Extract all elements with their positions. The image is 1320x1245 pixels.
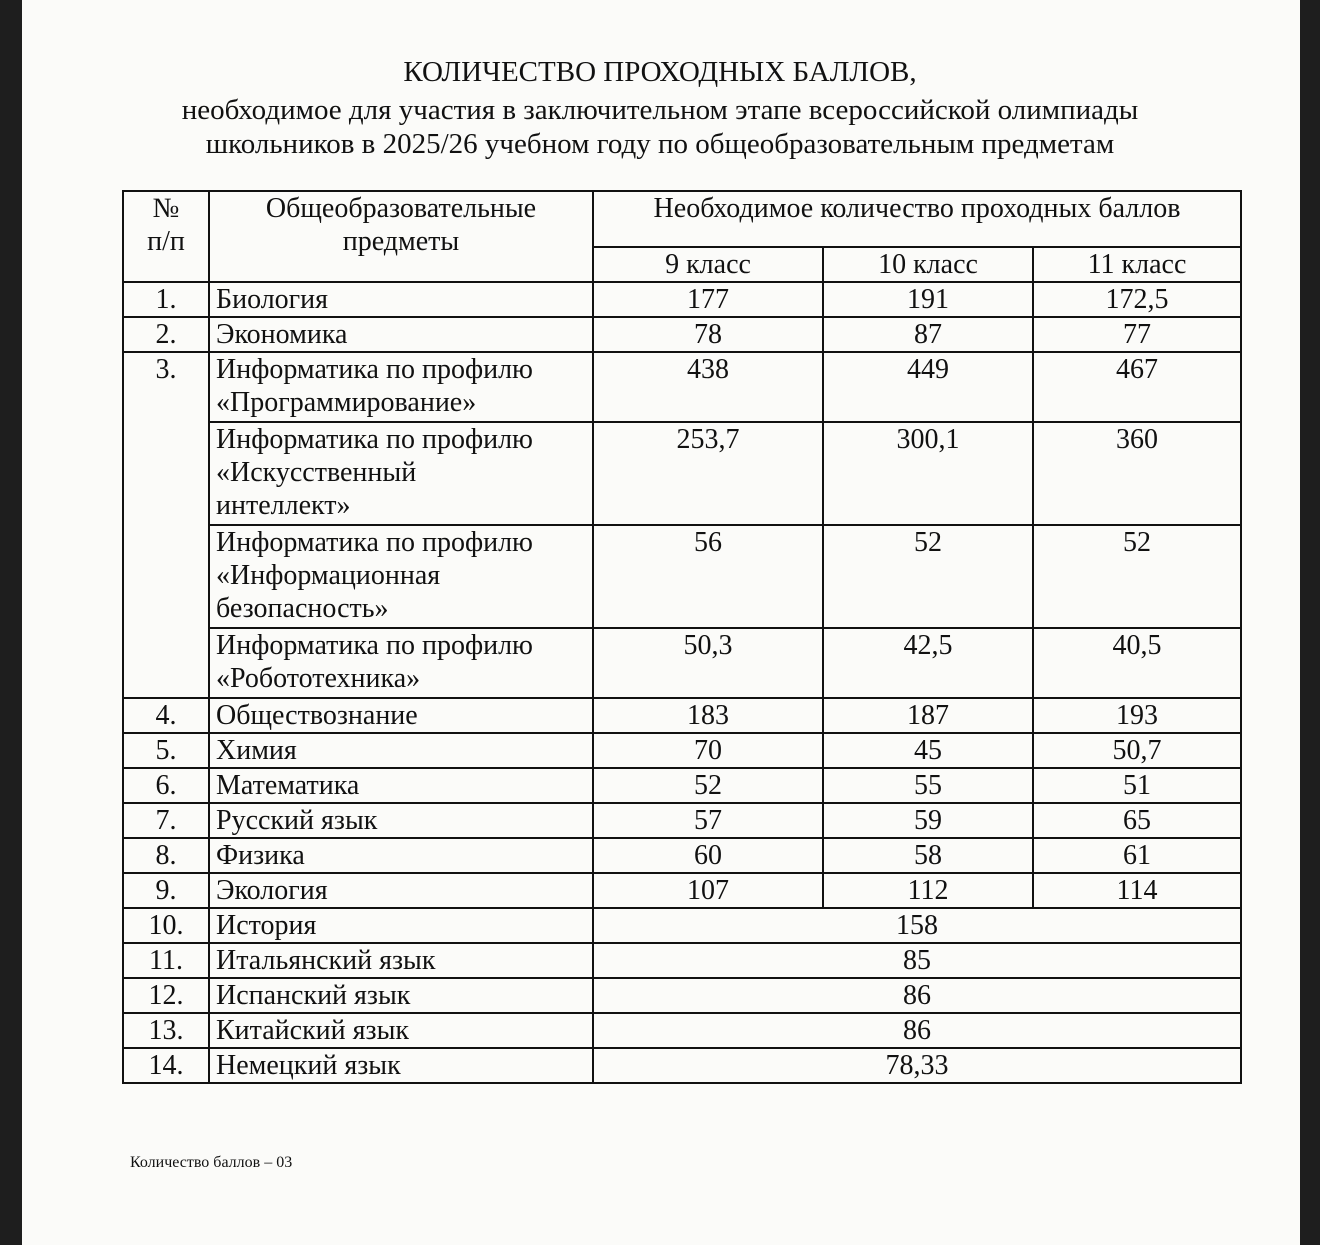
score-class-11: 193 <box>1033 698 1241 733</box>
score-class-11: 61 <box>1033 838 1241 873</box>
score-class-11: 467 <box>1033 352 1241 422</box>
table-row <box>123 943 1241 978</box>
header-class-10: 10 класс <box>823 247 1033 282</box>
score-class-11: 172,5 <box>1033 282 1241 317</box>
score-all-classes: 85 <box>593 943 1241 978</box>
row-number: 3. <box>123 352 209 698</box>
score-class-10: 112 <box>823 873 1033 908</box>
score-class-9: 107 <box>593 873 823 908</box>
table-row <box>123 803 1241 838</box>
score-class-11: 114 <box>1033 873 1241 908</box>
score-class-11: 50,7 <box>1033 733 1241 768</box>
score-class-10: 55 <box>823 768 1033 803</box>
score-all-classes: 78,33 <box>593 1048 1241 1083</box>
row-subject: Информатика по профилю «Информационная безопасность» <box>209 525 593 628</box>
score-class-10: 42,5 <box>823 628 1033 698</box>
table-row <box>123 422 1241 525</box>
header-needed-scores: Необходимое количество проходных баллов <box>593 191 1241 247</box>
table-row <box>123 978 1241 1013</box>
row-number: 6. <box>123 768 209 803</box>
score-class-10: 300,1 <box>823 422 1033 525</box>
score-class-10: 58 <box>823 838 1033 873</box>
score-class-11: 65 <box>1033 803 1241 838</box>
row-number: 11. <box>123 943 209 978</box>
row-subject: Информатика по профилю «Искусственный интеллект» <box>209 422 593 525</box>
table-row <box>123 525 1241 628</box>
document-title: КОЛИЧЕСТВО ПРОХОДНЫХ БАЛЛОВ, <box>403 56 917 88</box>
table-row <box>123 733 1241 768</box>
score-class-9: 60 <box>593 838 823 873</box>
table-row <box>123 628 1241 698</box>
row-number: 2. <box>123 317 209 352</box>
header-subject: Общеобразовательные предметы <box>209 191 593 282</box>
table-row <box>123 282 1241 317</box>
score-all-classes: 86 <box>593 1013 1241 1048</box>
score-class-11: 77 <box>1033 317 1241 352</box>
table-row <box>123 1048 1241 1083</box>
score-class-11: 40,5 <box>1033 628 1241 698</box>
document-subtitle-line-2: школьников в 2025/26 учебном году по общеобразовательным предметам <box>205 128 1115 160</box>
score-class-11: 52 <box>1033 525 1241 628</box>
header-class-11: 11 класс <box>1033 247 1241 282</box>
row-number: 7. <box>123 803 209 838</box>
row-subject: Русский язык <box>209 803 593 838</box>
table-row <box>123 908 1241 943</box>
score-class-10: 187 <box>823 698 1033 733</box>
row-subject: Биология <box>209 282 593 317</box>
score-class-10: 191 <box>823 282 1033 317</box>
row-subject: Немецкий язык <box>209 1048 593 1083</box>
row-number: 10. <box>123 908 209 943</box>
table-row <box>123 873 1241 908</box>
document-footer: Количество баллов – 03 <box>130 1154 293 1171</box>
row-number: 8. <box>123 838 209 873</box>
row-number: 1. <box>123 282 209 317</box>
table-row <box>123 317 1241 352</box>
header-number: № п/п <box>123 191 209 282</box>
score-class-9: 50,3 <box>593 628 823 698</box>
row-number: 9. <box>123 873 209 908</box>
header-class-9: 9 класс <box>593 247 823 282</box>
row-number: 5. <box>123 733 209 768</box>
row-number: 12. <box>123 978 209 1013</box>
document-subtitle-line-1: необходимое для участия в заключительном этапе всероссийской олимпиады <box>181 94 1139 126</box>
score-class-9: 183 <box>593 698 823 733</box>
row-subject: Физика <box>209 838 593 873</box>
score-class-11: 360 <box>1033 422 1241 525</box>
score-class-11: 51 <box>1033 768 1241 803</box>
row-subject: Информатика по профилю «Программирование» <box>209 352 593 422</box>
row-subject: Химия <box>209 733 593 768</box>
score-class-9: 177 <box>593 282 823 317</box>
row-subject: Обществознание <box>209 698 593 733</box>
row-subject: Экология <box>209 873 593 908</box>
score-class-9: 57 <box>593 803 823 838</box>
score-class-9: 70 <box>593 733 823 768</box>
row-subject: Испанский язык <box>209 978 593 1013</box>
table-row <box>123 698 1241 733</box>
score-class-10: 45 <box>823 733 1033 768</box>
score-class-9: 438 <box>593 352 823 422</box>
table-row <box>123 838 1241 873</box>
score-class-9: 253,7 <box>593 422 823 525</box>
score-class-10: 449 <box>823 352 1033 422</box>
score-class-9: 78 <box>593 317 823 352</box>
score-all-classes: 86 <box>593 978 1241 1013</box>
row-subject: Экономика <box>209 317 593 352</box>
row-subject: История <box>209 908 593 943</box>
row-subject: Математика <box>209 768 593 803</box>
score-class-9: 52 <box>593 768 823 803</box>
score-class-10: 87 <box>823 317 1033 352</box>
score-all-classes: 158 <box>593 908 1241 943</box>
table-row <box>123 768 1241 803</box>
row-subject: Китайский язык <box>209 1013 593 1048</box>
table-row <box>123 352 1241 422</box>
row-subject: Информатика по профилю «Робототехника» <box>209 628 593 698</box>
score-class-10: 59 <box>823 803 1033 838</box>
scores-table <box>122 190 1242 1084</box>
score-class-10: 52 <box>823 525 1033 628</box>
row-number: 13. <box>123 1013 209 1048</box>
row-subject: Итальянский язык <box>209 943 593 978</box>
table-row <box>123 1013 1241 1048</box>
score-class-9: 56 <box>593 525 823 628</box>
row-number: 14. <box>123 1048 209 1083</box>
row-number: 4. <box>123 698 209 733</box>
